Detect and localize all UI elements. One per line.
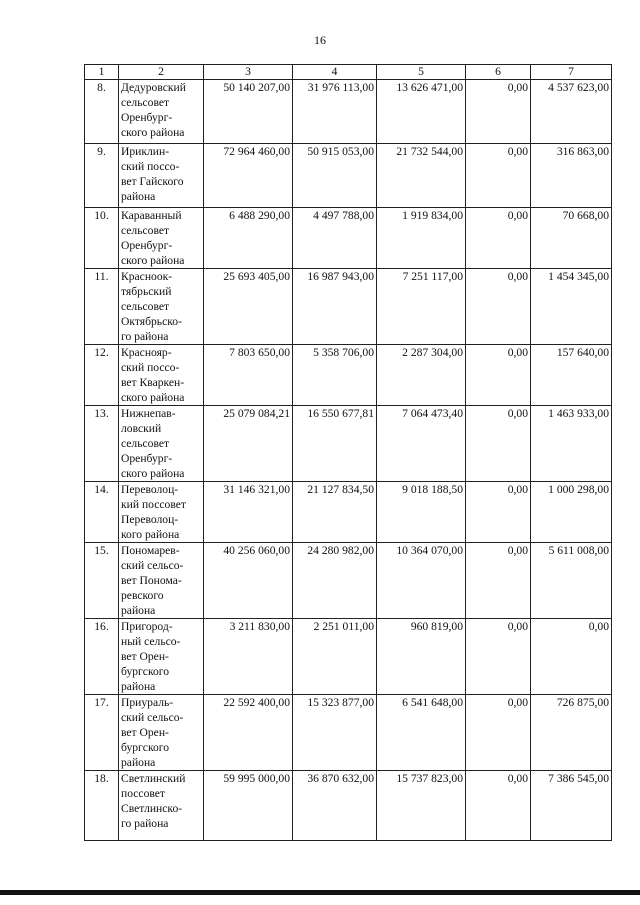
municipality-name-line: Светлинский [121,772,186,785]
table-row [85,345,612,406]
value-cell-c4: 4 497 788,00 [293,208,377,269]
value-cell-c3: 59 995 000,00 [204,771,293,841]
value-cell-c6: 0,00 [466,208,531,269]
municipality-name-line: го района [121,817,169,830]
value-cell-c3: 50 140 207,00 [204,80,293,144]
municipality-name-line: Оренбург- [121,111,173,124]
table-row [85,269,612,345]
row-number: 16. [85,619,119,695]
value-cell-c4: 16 550 677,81 [293,406,377,482]
municipality-name-line: Дедуровский [121,81,186,94]
municipality-name [119,482,204,543]
column-header: 6 [466,65,531,80]
municipality-name-line: Нижнепав- [121,407,176,420]
municipality-name-line: Октябрьско- [121,315,182,328]
municipality-name-line: района [121,190,156,203]
municipality-name-line: тябрьский [121,285,172,298]
municipality-name-line: поссовет [121,787,165,800]
row-number: 11. [85,269,119,345]
municipality-name-line: Приураль- [121,696,174,709]
municipality-name-line: вет Понома- [121,574,182,587]
municipality-name [119,771,204,841]
municipality-name-line: вет Орен- [121,726,169,739]
value-cell-c5: 15 737 823,00 [377,771,466,841]
value-cell-c5: 1 919 834,00 [377,208,466,269]
column-header: 7 [531,65,612,80]
row-number: 12. [85,345,119,406]
value-cell-c4: 15 323 877,00 [293,695,377,771]
value-cell-c6: 0,00 [466,695,531,771]
table-row [85,406,612,482]
value-cell-c3: 7 803 650,00 [204,345,293,406]
value-cell-c6: 0,00 [466,269,531,345]
municipality-name-line: кого района [121,528,180,541]
municipality-name-line: Ириклин- [121,145,170,158]
value-cell-c4: 31 976 113,00 [293,80,377,144]
value-cell-c7: 1 454 345,00 [531,269,612,345]
municipality-name-line: ный сельсо- [121,635,181,648]
value-cell-c6: 0,00 [466,144,531,208]
row-number: 8. [85,80,119,144]
municipality-name-line: ский сельсо- [121,711,184,724]
municipality-name-line: сельсовет [121,224,170,237]
row-number: 15. [85,543,119,619]
municipality-name-line: Оренбург- [121,239,173,252]
value-cell-c5: 21 732 544,00 [377,144,466,208]
budget-table [84,64,612,841]
value-cell-c5: 10 364 070,00 [377,543,466,619]
municipality-name-line: вет Орен- [121,650,169,663]
value-cell-c3: 31 146 321,00 [204,482,293,543]
value-cell-c7: 316 863,00 [531,144,612,208]
municipality-name-line: ского района [121,467,185,480]
municipality-name [119,695,204,771]
column-header: 2 [119,65,204,80]
value-cell-c4: 16 987 943,00 [293,269,377,345]
municipality-name-line: сельсовет [121,437,170,450]
municipality-name-line: района [121,604,156,617]
value-cell-c7: 1 000 298,00 [531,482,612,543]
municipality-name [119,406,204,482]
municipality-name-line: Красноок- [121,270,173,283]
municipality-name-line: кий поссовет [121,498,186,511]
value-cell-c3: 40 256 060,00 [204,543,293,619]
value-cell-c3: 3 211 830,00 [204,619,293,695]
municipality-name-line: Оренбург- [121,452,173,465]
value-cell-c7: 1 463 933,00 [531,406,612,482]
municipality-name-line: Светлинско- [121,802,183,815]
value-cell-c6: 0,00 [466,543,531,619]
value-cell-c7: 70 668,00 [531,208,612,269]
value-cell-c3: 25 079 084,21 [204,406,293,482]
value-cell-c6: 0,00 [466,771,531,841]
municipality-name-line: Караванный [121,209,182,222]
municipality-name-line: района [121,680,156,693]
value-cell-c3: 6 488 290,00 [204,208,293,269]
municipality-name-line: Переволоц- [121,513,179,526]
value-cell-c6: 0,00 [466,619,531,695]
municipality-name-line: бургского [121,665,170,678]
municipality-name [119,619,204,695]
value-cell-c4: 21 127 834,50 [293,482,377,543]
table-row [85,482,612,543]
row-number: 17. [85,695,119,771]
municipality-name-line: вет Гайского [121,175,184,188]
municipality-name [119,345,204,406]
page-number: 16 [314,33,326,47]
municipality-name-line: ский поссо- [121,361,180,374]
row-number: 14. [85,482,119,543]
value-cell-c5: 960 819,00 [377,619,466,695]
value-cell-c4: 5 358 706,00 [293,345,377,406]
value-cell-c4: 50 915 053,00 [293,144,377,208]
value-cell-c3: 72 964 460,00 [204,144,293,208]
municipality-name-line: Краснояр- [121,346,172,359]
municipality-name-line: ского района [121,391,185,404]
municipality-name [119,543,204,619]
municipality-name-line: ский поссо- [121,160,180,173]
column-header: 3 [204,65,293,80]
table-row [85,208,612,269]
value-cell-c3: 22 592 400,00 [204,695,293,771]
municipality-name-line: района [121,756,156,769]
value-cell-c5: 9 018 188,50 [377,482,466,543]
table-row [85,695,612,771]
value-cell-c6: 0,00 [466,345,531,406]
value-cell-c4: 36 870 632,00 [293,771,377,841]
value-cell-c4: 24 280 982,00 [293,543,377,619]
municipality-name [119,144,204,208]
value-cell-c6: 0,00 [466,80,531,144]
municipality-name [119,80,204,144]
value-cell-c7: 726 875,00 [531,695,612,771]
value-cell-c7: 7 386 545,00 [531,771,612,841]
value-cell-c6: 0,00 [466,482,531,543]
value-cell-c3: 25 693 405,00 [204,269,293,345]
bottom-rule [0,890,640,895]
value-cell-c7: 4 537 623,00 [531,80,612,144]
value-cell-c5: 6 541 648,00 [377,695,466,771]
municipality-name-line: ский сельсо- [121,559,184,572]
municipality-name-line: сельсовет [121,96,170,109]
municipality-name-line: вет Кваркен- [121,376,185,389]
value-cell-c5: 13 626 471,00 [377,80,466,144]
municipality-name-line: бургского [121,741,170,754]
municipality-name [119,269,204,345]
row-number: 9. [85,144,119,208]
table-row [85,543,612,619]
value-cell-c5: 7 251 117,00 [377,269,466,345]
municipality-name-line: сельсовет [121,300,170,313]
municipality-name-line: ловский [121,422,162,435]
table-row [85,80,612,144]
value-cell-c7: 5 611 008,00 [531,543,612,619]
table-header-row [85,65,612,80]
municipality-name-line: го района [121,330,169,343]
value-cell-c7: 0,00 [531,619,612,695]
row-number: 10. [85,208,119,269]
value-cell-c5: 7 064 473,40 [377,406,466,482]
municipality-name [119,208,204,269]
table-row [85,144,612,208]
municipality-name-line: Пономарев- [121,544,180,557]
value-cell-c7: 157 640,00 [531,345,612,406]
table-row [85,619,612,695]
value-cell-c4: 2 251 011,00 [293,619,377,695]
column-header: 5 [377,65,466,80]
value-cell-c5: 2 287 304,00 [377,345,466,406]
municipality-name-line: ревского [121,589,164,602]
row-number: 13. [85,406,119,482]
municipality-name-line: ского района [121,254,185,267]
table-body [85,80,612,841]
municipality-name-line: ского района [121,126,185,139]
column-header: 4 [293,65,377,80]
table-row [85,771,612,841]
municipality-name-line: Пригород- [121,620,173,633]
municipality-name-line: Переволоц- [121,483,179,496]
column-header: 1 [85,65,119,80]
row-number: 18. [85,771,119,841]
value-cell-c6: 0,00 [466,406,531,482]
